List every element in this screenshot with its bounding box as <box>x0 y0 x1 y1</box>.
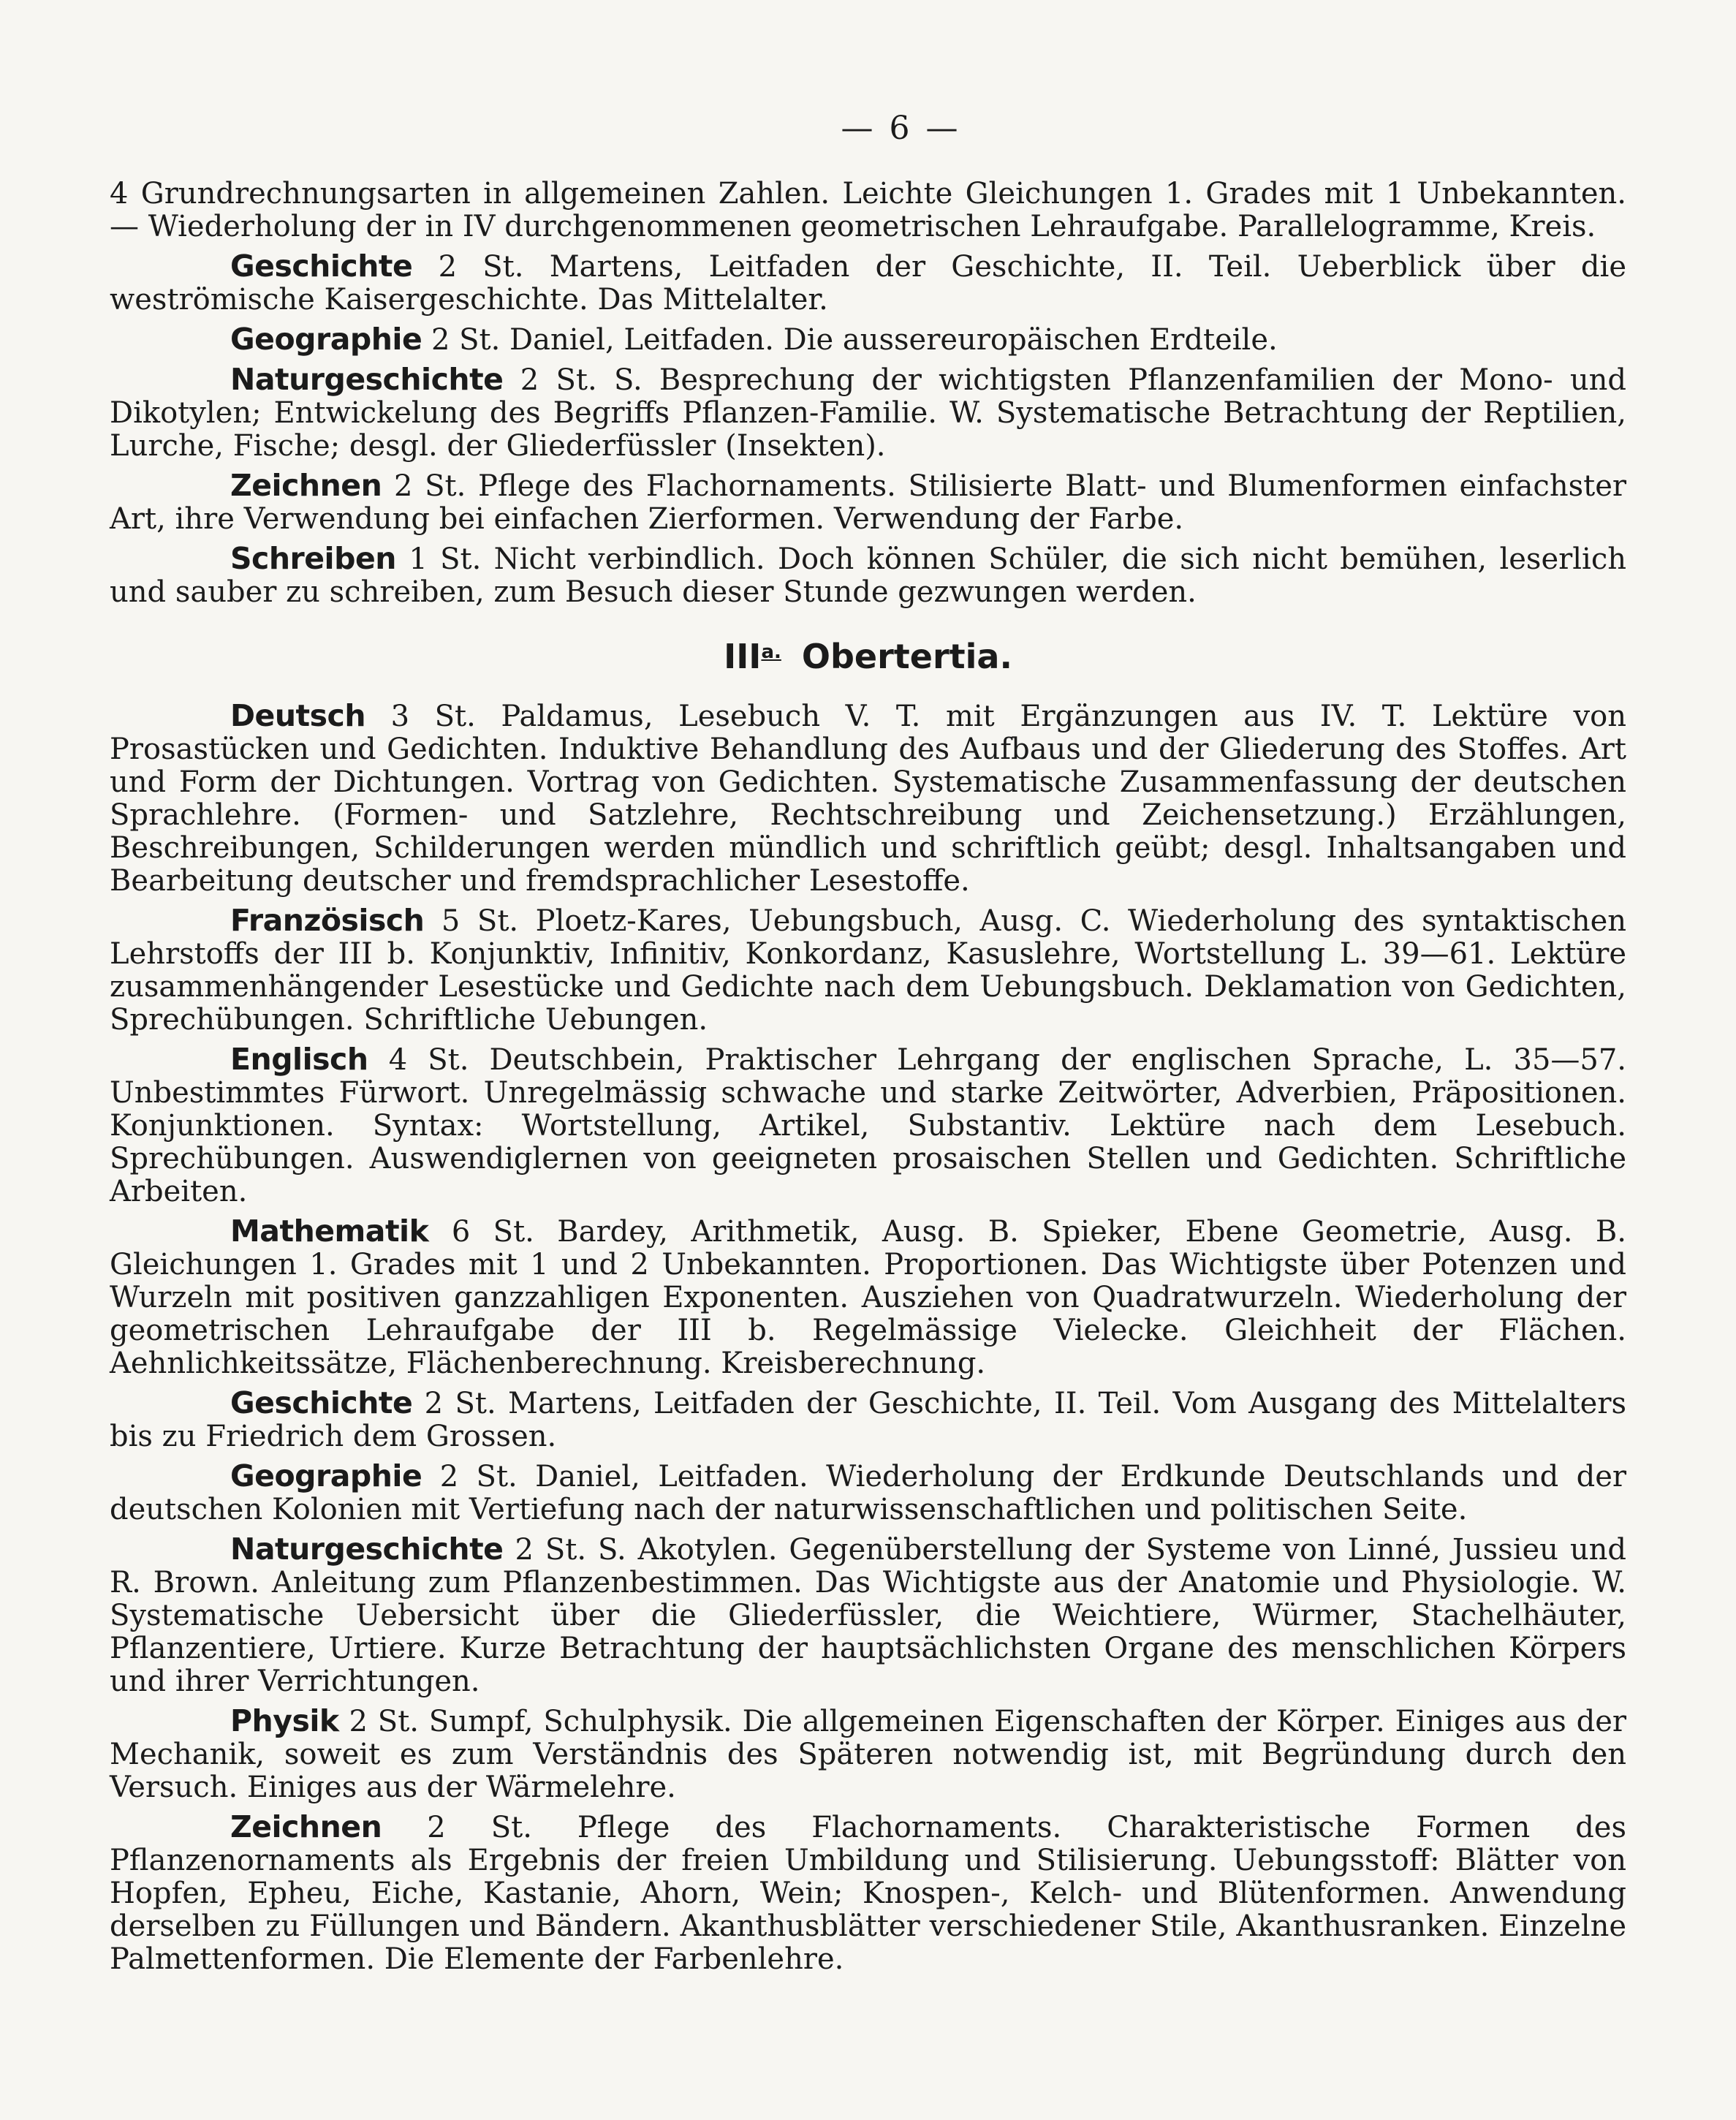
paragraph-englisch <box>110 1043 1626 1208</box>
subject-heading: Schreiben <box>230 541 396 576</box>
subject-heading: Französisch <box>230 903 425 938</box>
paragraph-text: 2 St. Martens, Leitfaden der Geschichte, II. Teil. Vom Ausgang des Mittelalters bis zu Friedrich dem Grossen. <box>110 1387 1626 1453</box>
paragraph-text: 3 St. Paldamus, Lesebuch V. T. mit Ergänzungen aus IV. T. Lektüre von Prosastücken und Gedichten. Induktive Behandlung des Aufbaus und der Gliederung des Stoffes. Art und Form der Dichtungen. Vortrag von Gedichten. Systematische Zusammenfassung der deutschen Sprachlehre. (Formen- und Satzlehre, Rechtschreibung und Zeichensetzung.) Erzählungen, Beschreibungen, Schilderungen werden mündlich und schriftlich geübt; desgl. Inhaltsangaben und Bearbeitung deutscher und fremdsprachlicher Lesestoffe. <box>110 700 1626 898</box>
section-numeral <box>724 637 789 676</box>
paragraph-physik <box>110 1705 1626 1804</box>
paragraph-zeichnen <box>110 1811 1626 1976</box>
section-title: Obertertia. <box>801 637 1012 676</box>
subject-heading: Physik <box>230 1703 339 1738</box>
document-page <box>110 110 1626 1983</box>
subject-heading: Naturgeschichte <box>230 1532 504 1567</box>
subject-heading: Englisch <box>230 1042 368 1077</box>
paragraph-franzoesisch <box>110 904 1626 1037</box>
paragraph-naturgeschichte <box>110 1533 1626 1698</box>
section-numeral-superscript: a. <box>761 641 781 663</box>
paragraph-text: 4 St. Deutschbein, Praktischer Lehrgang der englischen Sprache, L. 35—57. Unbestimmtes Fürwort. Unregelmässig schwache und starke Zeitwörter, Adverbien, Präpositionen. Konjunktionen. Syntax: Wortstellung, Artikel, Substantiv. Lektüre nach dem Lesebuch. Sprechübungen. Auswendiglernen von geeigneten prosaischen Stellen und Gedichten. Schriftliche Arbeiten. <box>110 1043 1627 1208</box>
subject-heading: Zeichnen <box>230 468 382 503</box>
section-heading <box>110 637 1626 676</box>
paragraph-geographie <box>110 323 1626 357</box>
subject-heading: Mathematik <box>230 1214 429 1249</box>
subject-heading: Deutsch <box>230 698 366 733</box>
paragraph-text: 2 St. Pflege des Flachornaments. Stilisierte Blatt- und Blumenformen einfachster Art, ihre Verwendung bei einfachen Zierformen. Verwendung der Farbe. <box>110 469 1626 536</box>
paragraph-text: 2 St. Sumpf, Schulphysik. Die allgemeinen Eigenschaften der Körper. Einiges aus der Mechanik, soweit es zum Verständnis des Späteren notwendig ist, mit Begründung durch den Versuch. Einiges aus der Wärmelehre. <box>110 1705 1627 1804</box>
paragraph-zeichnen <box>110 469 1626 536</box>
subject-heading: Geschichte <box>230 1385 413 1420</box>
paragraph-deutsch <box>110 700 1626 898</box>
paragraph-geschichte <box>110 250 1626 317</box>
paragraph-schreiben <box>110 542 1626 609</box>
section-numeral-text: III <box>724 637 762 676</box>
paragraph-geographie <box>110 1460 1626 1526</box>
page-number: — 6 — <box>841 110 961 147</box>
paragraph-text: 4 Grundrechnungsarten in allgemeinen Zahlen. Leichte Gleichungen 1. Grades mit 1 Unbekannten. — Wiederholung der in IV durchgenommenen geometrischen Lehraufgabe. Parallelogramme, Kreis. <box>110 177 1626 243</box>
paragraph-text: 2 St. Daniel, Leitfaden. Die aussereuropäischen Erdteile. <box>431 323 1278 357</box>
paragraph-text: 2 St. S. Akotylen. Gegenüberstellung der Systeme von Linné, Jussieu und R. Brown. Anleitung zum Pflanzenbestimmen. Das Wichtigste aus der Anatomie und Physiologie. W. Systematische Uebersicht über die Gliederfüssler, die Weichtiere, Würmer, Stachelhäuter, Pflanzentiere, Urtiere. Kurze Betrachtung der hauptsächlichsten Organe des menschlichen Körpers und ihrer Verrichtungen. <box>110 1533 1626 1698</box>
subject-heading: Geographie <box>230 322 422 357</box>
paragraph-text: 2 St. Daniel, Leitfaden. Wiederholung der Erdkunde Deutschlands und der deutschen Kolonien mit Vertiefung nach der naturwissenschaftlichen und politischen Seite. <box>110 1460 1626 1526</box>
subject-heading: Geschichte <box>230 249 413 284</box>
paragraph-text: 2 St. Pflege des Flachornaments. Charakteristische Formen des Pflanzenornaments als Ergebnis der freien Umbildung und Stilisierung. Uebungsstoff: Blätter von Hopfen, Epheu, Eiche, Kastanie, Ahorn, Wein; Knospen-, Kelch- und Blütenformen. Anwendung derselben zu Füllungen und Bändern. Akanthusblätter verschiedener Stile, Akanthusranken. Einzelne Palmettenformen. Die Elemente der Farbenlehre. <box>110 1811 1627 1976</box>
subject-heading: Zeichnen <box>230 1809 382 1844</box>
paragraph-text: 1 St. Nicht verbindlich. Doch können Schüler, die sich nicht bemühen, leserlich und sauber zu schreiben, zum Besuch dieser Stunde gezwungen werden. <box>110 542 1627 609</box>
subject-heading: Geographie <box>230 1458 422 1494</box>
subject-heading: Naturgeschichte <box>230 362 504 397</box>
paragraph-naturgeschichte <box>110 363 1626 463</box>
paragraph-text: 2 St. S. Besprechung der wichtigsten Pflanzenfamilien der Mono- und Dikotylen; Entwickelung des Begriffs Pflanzen-Familie. W. Systematische Betrachtung der Reptilien, Lurche, Fische; desgl. der Gliederfüssler (Insekten). <box>110 363 1626 463</box>
paragraph-text: 5 St. Ploetz-Kares, Uebungsbuch, Ausg. C. Wiederholung des syntaktischen Lehrstoffs der III b. Konjunktiv, Infinitiv, Konkordanz, Kasuslehre, Wortstellung L. 39—61. Lektüre zusammenhängender Lesestücke und Gedichte nach dem Uebungsbuch. Deklamation von Gedichten, Sprechübungen. Schriftliche Uebungen. <box>110 904 1627 1037</box>
paragraph-text: 2 St. Martens, Leitfaden der Geschichte, II. Teil. Ueberblick über die weströmische Kaisergeschichte. Das Mittelalter. <box>110 250 1626 317</box>
paragraph-geschichte <box>110 1387 1626 1453</box>
paragraph-text: 6 St. Bardey, Arithmetik, Ausg. B. Spieker, Ebene Geometrie, Ausg. B. Gleichungen 1. Grades mit 1 und 2 Unbekannten. Proportionen. Das Wichtigste über Potenzen und Wurzeln mit positiven ganzzahligen Exponenten. Ausziehen von Quadratwurzeln. Wiederholung der geometrischen Lehraufgabe der III b. Regelmässige Vielecke. Gleichheit der Flächen. Aehnlichkeitssätze, Flächenberechnung. Kreisberechnung. <box>110 1215 1627 1380</box>
paragraph-mathematik <box>110 1215 1626 1380</box>
paragraph-continuation <box>110 178 1626 243</box>
